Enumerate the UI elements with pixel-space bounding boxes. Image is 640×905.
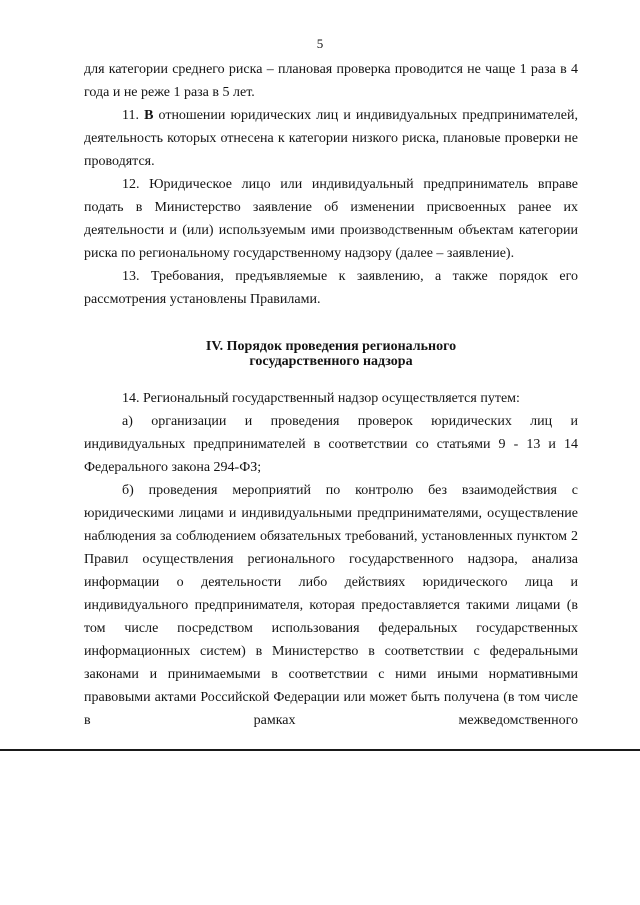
paragraph-11-text: отношении юридических лиц и индивидуальных предпринимателей, деятельность которых отнесена к категории низкого риска, плановые проверки не проводятся.: [84, 108, 578, 169]
paragraph-13: 13. Требования, предъявляемые к заявлению, а также порядок его рассмотрения установлены Правилами.: [84, 269, 578, 307]
page-number: 5: [316, 36, 324, 51]
paragraph-continuation: для категории среднего риска – плановая проверка проводится не чаще 1 раза в 4 года и не реже 1 раза в 5 лет.: [84, 62, 578, 100]
document-body: [84, 58, 578, 732]
paragraph-14: 14. Региональный государственный надзор осуществляется путем:: [122, 391, 520, 406]
section-heading-line-2: государственного надзора: [249, 354, 413, 369]
paragraph-11-lead-word: В: [144, 108, 154, 123]
page-bottom-rule: [0, 749, 640, 751]
section-heading-line-1: IV. Порядок проведения регионального: [205, 339, 457, 354]
section-heading: [84, 339, 578, 369]
paragraph-11: [84, 104, 578, 173]
paragraph-11-number: 11.: [122, 108, 139, 123]
paragraph-12: 12. Юридическое лицо или индивидуальный предприниматель вправе подать в Министерство заявление об изменении присвоенных ранее их деятельности и (или) используемым ими производственным объектам категории риска по региональному государственному надзору (далее – заявление).: [84, 177, 578, 261]
paragraph-14-a: а) организации и проведения проверок юридических лиц и индивидуальных предпринимателей в соответствии со статьями 9 - 13 и 14 Федерального закона 294-ФЗ;: [84, 414, 578, 475]
paragraph-14-b: б) проведения мероприятий по контролю без взаимодействия с юридическими лицами и индивидуальными предпринимателями, осуществление наблюдения за соблюдением обязательных требований, установленных пунктом 2 Правил осуществления регионального государственного надзора, анализа информации о деятельности либо действиях юридического лица и индивидуального предпринимателя, которая предоставляется такими лицами (в том числе посредством использования федеральных государственных информационных систем) в Министерство в соответствии с федеральными законами и принимаемыми в соответствии с ними иными нормативными правовыми актами Российской Федерации или может быть получена (в том числе в рамках межведомственного: [84, 483, 578, 728]
